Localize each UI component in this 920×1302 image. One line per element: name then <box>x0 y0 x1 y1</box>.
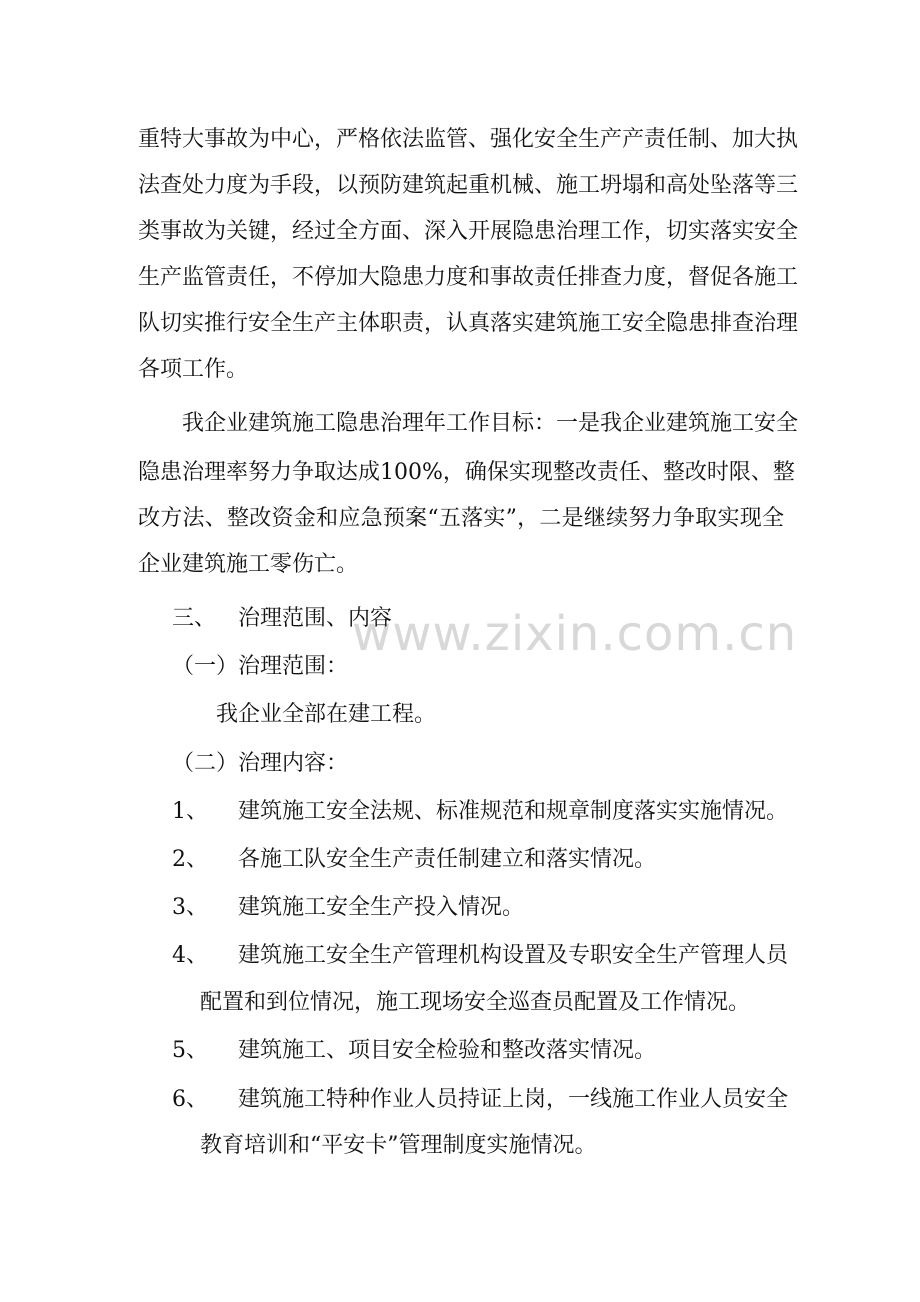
subsection-1-content: 我企业全部在建工程。 <box>216 702 437 727</box>
paragraph-1-line-4: 生产监管责任，不停加大隐患力度和事故责任排查力度，督促各施工 <box>138 265 799 290</box>
item-2-text: 各施工队安全生产责任制建立和落实情况。 <box>238 847 657 872</box>
paragraph-2-line-4: 企业建筑施工零伤亡。 <box>138 552 359 577</box>
subsection-1-label: （一）治理范围： <box>172 654 349 679</box>
paragraph-1-line-6: 各项工作。 <box>138 357 249 382</box>
item-5-number: 5、 <box>172 1038 208 1063</box>
item-1-number: 1、 <box>172 799 208 824</box>
section-3-number: 三、 <box>172 606 217 631</box>
site-watermark: www.zixin.com.cn <box>352 606 798 662</box>
subsection-2-label: （二）治理内容： <box>172 751 349 776</box>
paragraph-1-line-3: 类事故为关键，经过全方面、深入开展隐患治理工作，切实落实安全 <box>138 219 799 244</box>
item-1-text: 建筑施工安全法规、标准规范和规章制度落实实施情况。 <box>238 799 789 824</box>
item-5-text: 建筑施工、项目安全检验和整改落实情况。 <box>238 1038 657 1063</box>
section-3-title: 治理范围、内容 <box>238 606 393 631</box>
paragraph-2-line-2: 隐患治理率努力争取达成100%，确保实现整改责任、整改时限、整 <box>138 460 795 485</box>
item-6-number: 6、 <box>172 1087 208 1112</box>
paragraph-2-line-1: 我企业建筑施工隐患治理年工作目标：一是我企业建筑施工安全 <box>182 411 799 436</box>
paragraph-2-line-3: 改方法、整改资金和应急预案“五落实”，二是继续努力争取实现全 <box>138 506 784 531</box>
paragraph-1-line-1: 重特大事故为中心，严格依法监管、强化安全生产产责任制、加大执 <box>138 127 799 152</box>
item-3-number: 3、 <box>172 895 208 920</box>
item-6-text: 建筑施工特种作业人员持证上岗，一线施工作业人员安全 <box>238 1087 789 1112</box>
paragraph-1-line-5: 队切实推行安全生产主体职责，认真落实建筑施工安全隐患排查治理 <box>138 311 799 336</box>
item-4-text: 建筑施工安全生产管理机构设置及专职安全生产管理人员 <box>238 943 789 968</box>
item-6-continuation: 教育培训和“平安卡”管理制度实施情况。 <box>200 1133 597 1158</box>
item-2-number: 2、 <box>172 847 208 872</box>
item-4-number: 4、 <box>172 943 208 968</box>
paragraph-1-line-2: 法查处力度为手段，以预防建筑起重机械、施工坍塌和高处坠落等三 <box>138 173 799 198</box>
item-3-text: 建筑施工安全生产投入情况。 <box>238 895 525 920</box>
item-4-continuation: 配置和到位情况，施工现场安全巡查员配置及工作情况。 <box>200 990 751 1015</box>
